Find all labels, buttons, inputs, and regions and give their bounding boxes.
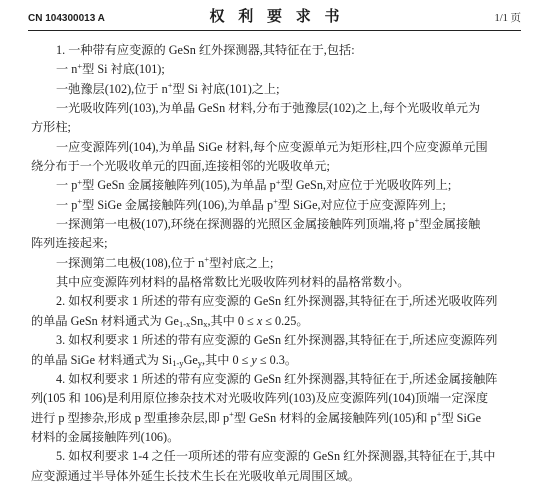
superscript: + xyxy=(229,408,234,419)
text-run: 的单晶 SiGe 材料通式为 Si xyxy=(31,352,173,367)
text-run: 型衬底之上; xyxy=(209,255,274,270)
claim-line xyxy=(31,351,531,370)
claim-line xyxy=(31,41,531,60)
superscript: + xyxy=(436,408,442,419)
text-run: 型 Si 衬底(101)之上; xyxy=(172,81,280,96)
claim-line xyxy=(31,215,531,234)
claim-line xyxy=(31,467,531,486)
header-rule xyxy=(28,30,521,31)
superscript: + xyxy=(77,196,83,207)
superscript: + xyxy=(167,80,173,90)
text-run: 一探测第二电极(108),位于 n xyxy=(56,255,205,270)
superscript: + xyxy=(204,254,210,265)
text-run: 阵列连接起来; xyxy=(31,236,108,251)
text-run: 方形柱; xyxy=(31,120,71,135)
claim-line xyxy=(31,273,531,292)
claims-body xyxy=(31,41,531,486)
claim-line xyxy=(31,176,531,195)
text-run: 其中应变源阵列材料的晶格常数比光吸收阵列材料的晶格常数小。 xyxy=(56,275,410,290)
claim-line xyxy=(31,138,531,157)
superscript: + xyxy=(77,176,83,187)
text-run: 一 p xyxy=(56,178,78,193)
text-run: 型 SiGe 金属接触阵列(106),为单晶 p xyxy=(82,197,274,212)
text-run: 绕分布于一个光吸收单元的四面,连接相邻的光吸收单元; xyxy=(31,159,330,174)
text-run: 一探测第一电极(107),环绕在探测器的光照区金属接触阵列顶端,将 p xyxy=(56,217,415,232)
claim-line xyxy=(31,409,531,428)
claim-line xyxy=(31,389,531,408)
document-number: CN 104300013 A xyxy=(28,13,105,24)
claim-line xyxy=(31,254,531,273)
claim-line xyxy=(31,118,531,137)
superscript: + xyxy=(414,215,420,226)
claim-line xyxy=(31,80,531,99)
math-variable: x xyxy=(256,313,263,328)
text-run: 一 p xyxy=(56,197,78,212)
text-run: 的单晶 GeSn 材料通式为 Ge xyxy=(31,313,179,328)
text-run: 2. 如权利要求 1 所述的带有应变源的 GeSn 红外探测器,其特征在于,所述光吸收阵列 xyxy=(56,294,498,309)
text-run: Sn xyxy=(190,313,204,328)
text-run: 型金属接触 xyxy=(419,217,481,232)
text-run: 型 GeSn 金属接触阵列(105),为单晶 p xyxy=(82,178,276,193)
subscript: x xyxy=(203,319,208,330)
subscript: 1-y xyxy=(172,358,184,369)
math-variable: y xyxy=(251,352,257,367)
claim-line xyxy=(31,331,531,350)
claim-line xyxy=(31,428,531,447)
subscript: y xyxy=(197,358,203,369)
text-run: 一 n xyxy=(56,62,78,77)
text-run: 应变源通过半导体外延生长技术生长在光吸收单元周围区域。 xyxy=(31,468,361,483)
text-run: 型 SiGe xyxy=(441,410,482,425)
subscript: 1-x xyxy=(178,319,191,330)
claim-line xyxy=(31,370,531,389)
section-title: 权 利 要 求 书 xyxy=(209,9,345,25)
superscript: + xyxy=(275,176,281,187)
claim-line xyxy=(31,447,531,466)
text-run: 一弛豫层(102),位于 n xyxy=(56,81,168,96)
text-run: ≤ 0.3。 xyxy=(256,352,298,367)
text-run: 4. 如权利要求 1 所述的带有应变源的 GeSn 红外探测器,其特征在于,所述金属接触阵 xyxy=(56,371,498,386)
text-run: 一应变源阵列(104),为单晶 SiGe 材料,每个应变源单元为矩形柱,四个应变源单元围 xyxy=(56,139,488,154)
text-run: 进行 p 型掺杂,形成 p 型重掺杂层,即 p xyxy=(31,410,230,425)
text-run: 3. 如权利要求 1 所述的带有应变源的 GeSn 红外探测器,其特征在于,所述应变源阵列 xyxy=(56,333,498,348)
text-run: 型 GeSn 材料的金属接触阵列(105)和 p xyxy=(233,410,437,425)
text-run: ,其中 0 ≤ xyxy=(202,352,252,367)
text-run: 材料的金属接触阵列(106)。 xyxy=(31,429,180,444)
text-run: 一光吸收阵列(103),为单晶 GeSn 材料,分布于弛豫层(102)之上,每个光吸收单元为 xyxy=(56,101,481,116)
page-indicator: 1/1 页 xyxy=(494,13,521,24)
claim-line xyxy=(31,312,531,331)
text-run: 型 SiGe,对应位于应变源阵列上; xyxy=(277,197,446,212)
text-run: Ge xyxy=(183,352,198,367)
text-run: 型 Si 衬底(101); xyxy=(82,62,165,77)
text-run: ,其中 0 ≤ xyxy=(207,313,257,328)
claim-line xyxy=(31,196,531,215)
text-run: 1. 一种带有应变源的 GeSn 红外探测器,其特征在于,包括: xyxy=(56,43,355,57)
superscript: + xyxy=(77,60,83,71)
text-run: 型 GeSn,对应位于光吸收阵列上; xyxy=(280,178,452,193)
claim-line xyxy=(31,234,531,253)
text-run: 列(105 和 106)是利用原位掺杂技术对光吸收阵列(103)及应变源阵列(104)顶端一定深度 xyxy=(31,391,489,406)
text-run: 5. 如权利要求 1-4 之任一项所述的带有应变源的 GeSn 红外探测器,其特征在于,其中 xyxy=(56,449,496,464)
claim-line xyxy=(31,292,531,311)
claim-line xyxy=(31,99,531,118)
claim-line xyxy=(31,157,531,176)
text-run: ≤ 0.25。 xyxy=(262,313,309,328)
claim-line xyxy=(31,60,531,79)
superscript: + xyxy=(273,196,278,207)
